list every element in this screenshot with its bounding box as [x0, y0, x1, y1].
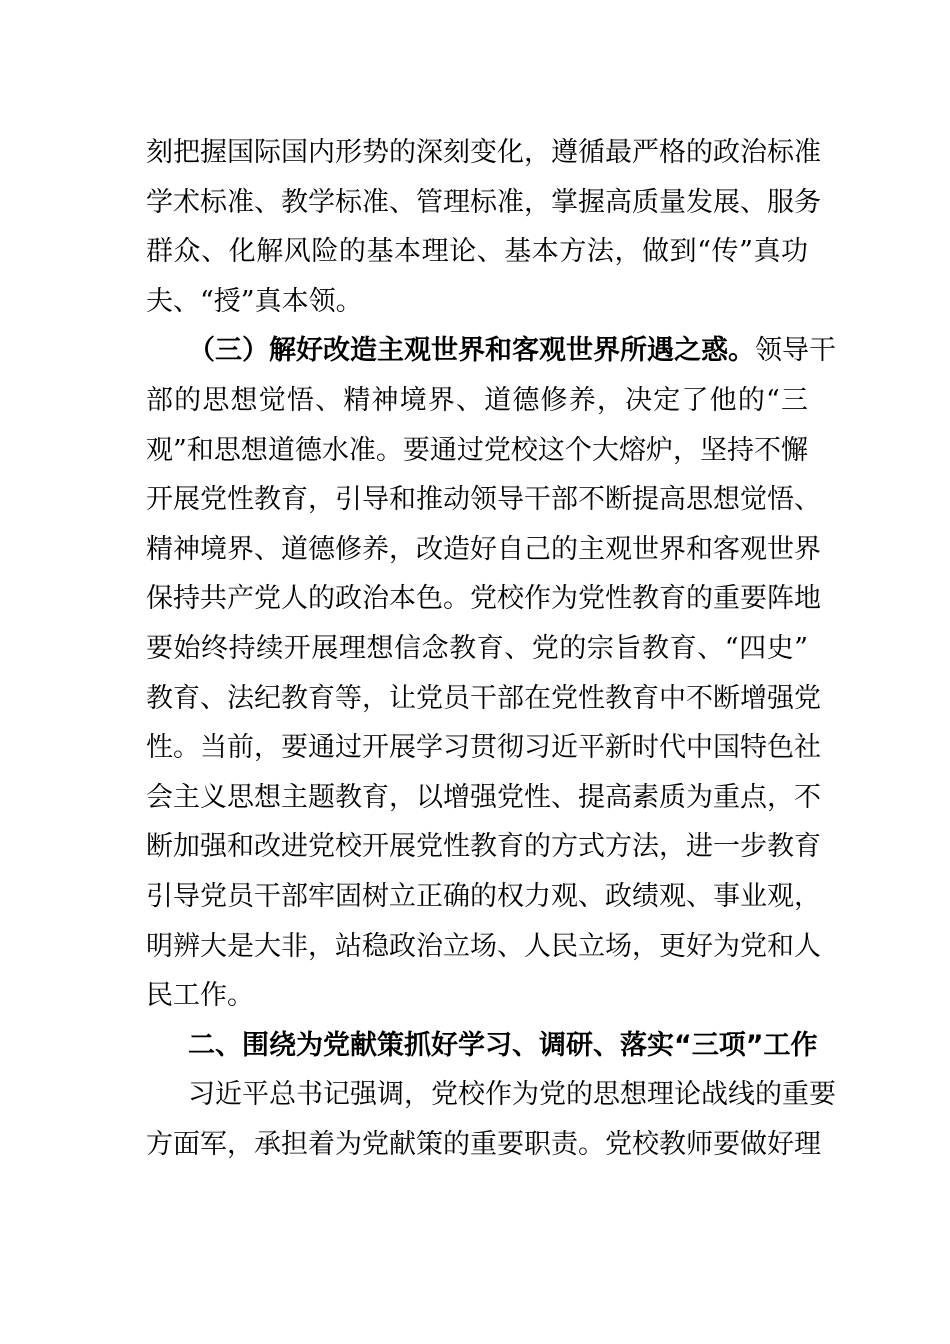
paragraph-2-line-2: 部的思想觉悟、精神境界、道德修养，决定了他的“三	[146, 384, 808, 416]
section-heading: 二、围绕为党献策抓好学习、调研、落实“三项”工作	[188, 1029, 818, 1061]
paragraph-2-line-7: 要始终持续开展理想信念教育、党的宗旨教育、“四史”	[146, 632, 808, 664]
paragraph-2-line-13: 明辨大是大非，站稳政治立场、人民立场，更好为党和人	[146, 930, 821, 962]
paragraph-2-line-4: 开展党性教育，引导和推动领导干部不断提高思想觉悟、	[146, 484, 821, 516]
subsection-heading: （三）解好改造主观世界和客观世界所遇之惑。	[188, 335, 755, 367]
paragraph-2-line-8: 教育、法纪教育等，让党员干部在党性教育中不断增强党	[146, 682, 821, 714]
paragraph-2-line-3: 观”和思想道德水准。要通过党校这个大熔炉，坚持不懈	[146, 434, 808, 466]
paragraph-2-line-6: 保持共产党人的政治本色。党校作为党性教育的重要阵地	[146, 583, 821, 615]
paragraph-2-lead-text: 领导干	[755, 335, 836, 367]
paragraph-2-line-1	[146, 326, 836, 376]
paragraph-1-line-4: 夫、“授”真本领。	[146, 285, 363, 317]
paragraph-2-line-5: 精神境界、道德修养，改造好自己的主观世界和客观世界	[146, 533, 821, 565]
paragraph-2-line-10: 会主义思想主题教育，以增强党性、提高素质为重点，不	[146, 781, 821, 813]
paragraph-3-line-2: 方面军，承担着为党献策的重要职责。党校教师要做好理	[146, 1128, 821, 1160]
paragraph-2-line-11: 断加强和改进党校开展党性教育的方式方法，进一步教育	[146, 831, 821, 863]
paragraph-1-line-1: 刻把握国际国内形势的深刻变化，遵循最严格的政治标准	[146, 137, 821, 168]
paragraph-1-line-2: 学术标准、教学标准、管理标准，掌握高质量发展、服务	[146, 186, 821, 218]
paragraph-3-line-1: 习近平总书记强调，党校作为党的思想理论战线的重要	[188, 1079, 836, 1111]
paragraph-2-line-9: 性。当前，要通过开展学习贯彻习近平新时代中国特色社	[146, 732, 821, 764]
document-body	[146, 128, 836, 1169]
paragraph-2-line-14: 民工作。	[146, 980, 254, 1012]
paragraph-1-line-3: 群众、化解风险的基本理论、基本方法，做到“传”真功	[146, 236, 808, 268]
paragraph-2-line-12: 引导党员干部牢固树立正确的权力观、政绩观、事业观，	[146, 880, 821, 912]
